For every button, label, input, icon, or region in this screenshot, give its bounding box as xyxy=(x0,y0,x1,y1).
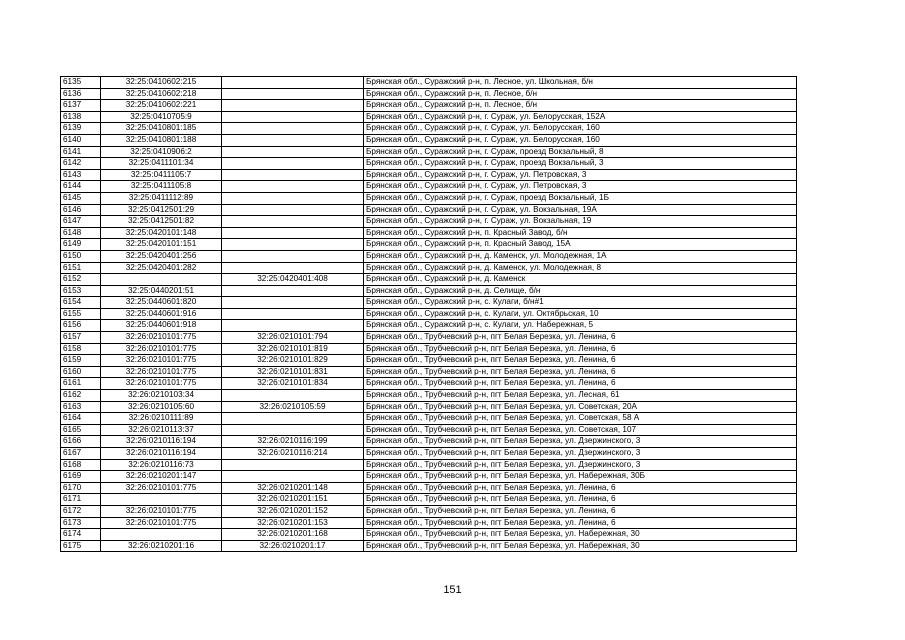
row-number-cell: 6143 xyxy=(61,169,101,181)
table-row xyxy=(61,436,797,448)
row-number-cell: 6165 xyxy=(61,424,101,436)
row-number-cell: 6173 xyxy=(61,517,101,529)
related-cadastral-number-cell: 32:26:0210116:199 xyxy=(222,436,364,448)
row-number-cell: 6166 xyxy=(61,436,101,448)
row-number-cell: 6148 xyxy=(61,227,101,239)
address-cell: Брянская обл., Суражский р-н, г. Сураж, проезд Вокзальный, 8 xyxy=(364,146,797,158)
row-number-cell: 6175 xyxy=(61,540,101,552)
address-cell: Брянская обл., Трубчевский р-н, пгт Белая Березка, ул. Набережная, 30 xyxy=(364,540,797,552)
address-cell: Брянская обл., Трубчевский р-н, пгт Белая Березка, ул. Ленина, 6 xyxy=(364,482,797,494)
table-row xyxy=(61,216,797,228)
cadastral-number-cell: 32:25:0420101:148 xyxy=(101,227,222,239)
table-row xyxy=(61,134,797,146)
related-cadastral-number-cell: 32:26:0210201:152 xyxy=(222,505,364,517)
table-row xyxy=(61,390,797,402)
row-number-cell: 6135 xyxy=(61,77,101,89)
related-cadastral-number-cell: 32:26:0210201:148 xyxy=(222,482,364,494)
cadastral-registry-table xyxy=(60,76,797,552)
table-row xyxy=(61,424,797,436)
related-cadastral-number-cell xyxy=(222,111,364,123)
table-row xyxy=(61,123,797,135)
registry-table-body xyxy=(61,77,797,552)
related-cadastral-number-cell: 32:26:0210201:168 xyxy=(222,529,364,541)
address-cell: Брянская обл., Трубчевский р-н, пгт Белая Березка, ул. Ленина, 6 xyxy=(364,505,797,517)
address-cell: Брянская обл., Суражский р-н, г. Сураж, ул. Белорусская, 160 xyxy=(364,134,797,146)
cadastral-number-cell: 32:25:0412501:29 xyxy=(101,204,222,216)
row-number-cell: 6160 xyxy=(61,366,101,378)
related-cadastral-number-cell: 32:26:0210116:214 xyxy=(222,448,364,460)
address-cell: Брянская обл., Суражский р-н, п. Красный Завод, б/н xyxy=(364,227,797,239)
row-number-cell: 6137 xyxy=(61,100,101,112)
cadastral-number-cell: 32:25:0411112:89 xyxy=(101,192,222,204)
table-row xyxy=(61,285,797,297)
table-row xyxy=(61,88,797,100)
cadastral-number-cell: 32:26:0210113:37 xyxy=(101,424,222,436)
cadastral-number-cell: 32:25:0440601:916 xyxy=(101,308,222,320)
row-number-cell: 6162 xyxy=(61,390,101,402)
related-cadastral-number-cell xyxy=(222,192,364,204)
row-number-cell: 6171 xyxy=(61,494,101,506)
address-cell: Брянская обл., Суражский р-н, д. Селище, б/н xyxy=(364,285,797,297)
cadastral-number-cell: 32:26:0210101:775 xyxy=(101,355,222,367)
address-cell: Брянская обл., Трубчевский р-н, пгт Белая Березка, ул. Ленина, 6 xyxy=(364,494,797,506)
cadastral-number-cell: 32:26:0210116:73 xyxy=(101,459,222,471)
table-row xyxy=(61,366,797,378)
cadastral-number-cell: 32:26:0210105:60 xyxy=(101,401,222,413)
table-row xyxy=(61,471,797,483)
table-row xyxy=(61,192,797,204)
table-row xyxy=(61,227,797,239)
related-cadastral-number-cell xyxy=(222,297,364,309)
cadastral-number-cell: 32:26:0210101:775 xyxy=(101,343,222,355)
related-cadastral-number-cell xyxy=(222,250,364,262)
related-cadastral-number-cell: 32:26:0210201:153 xyxy=(222,517,364,529)
related-cadastral-number-cell xyxy=(222,123,364,135)
related-cadastral-number-cell xyxy=(222,471,364,483)
address-cell: Брянская обл., Суражский р-н, г. Сураж, проезд Вокзальный, 3 xyxy=(364,158,797,170)
row-number-cell: 6141 xyxy=(61,146,101,158)
cadastral-number-cell: 32:25:0410801:188 xyxy=(101,134,222,146)
cadastral-number-cell: 32:26:0210101:775 xyxy=(101,366,222,378)
row-number-cell: 6153 xyxy=(61,285,101,297)
related-cadastral-number-cell xyxy=(222,239,364,251)
cadastral-number-cell: 32:25:0440601:820 xyxy=(101,297,222,309)
row-number-cell: 6140 xyxy=(61,134,101,146)
address-cell: Брянская обл., Трубчевский р-н, пгт Белая Березка, ул. Ленина, 6 xyxy=(364,332,797,344)
cadastral-number-cell: 32:25:0410602:218 xyxy=(101,88,222,100)
table-row xyxy=(61,505,797,517)
cadastral-number-cell: 32:26:0210101:775 xyxy=(101,505,222,517)
related-cadastral-number-cell xyxy=(222,320,364,332)
row-number-cell: 6159 xyxy=(61,355,101,367)
row-number-cell: 6161 xyxy=(61,378,101,390)
row-number-cell: 6139 xyxy=(61,123,101,135)
row-number-cell: 6151 xyxy=(61,262,101,274)
cadastral-number-cell: 32:25:0420401:256 xyxy=(101,250,222,262)
address-cell: Брянская обл., Суражский р-н, п. Красный Завод, 15А xyxy=(364,239,797,251)
cadastral-number-cell: 32:25:0412501:82 xyxy=(101,216,222,228)
row-number-cell: 6142 xyxy=(61,158,101,170)
related-cadastral-number-cell: 32:26:0210101:834 xyxy=(222,378,364,390)
address-cell: Брянская обл., Суражский р-н, г. Сураж, ул. Белорусская, 160 xyxy=(364,123,797,135)
table-row xyxy=(61,204,797,216)
cadastral-number-cell: 32:25:0411101:34 xyxy=(101,158,222,170)
table-row xyxy=(61,332,797,344)
address-cell: Брянская обл., Трубчевский р-н, пгт Белая Березка, ул. Советская, 20А xyxy=(364,401,797,413)
cadastral-number-cell: 32:25:0420101:151 xyxy=(101,239,222,251)
related-cadastral-number-cell xyxy=(222,390,364,402)
row-number-cell: 6152 xyxy=(61,274,101,286)
row-number-cell: 6156 xyxy=(61,320,101,332)
cadastral-number-cell: 32:25:0410602:221 xyxy=(101,100,222,112)
cadastral-number-cell: 32:26:0210101:775 xyxy=(101,378,222,390)
related-cadastral-number-cell: 32:26:0210201:151 xyxy=(222,494,364,506)
related-cadastral-number-cell: 32:26:0210101:829 xyxy=(222,355,364,367)
table-row xyxy=(61,239,797,251)
related-cadastral-number-cell xyxy=(222,181,364,193)
address-cell: Брянская обл., Суражский р-н, д. Каменск, ул. Молодежная, 1А xyxy=(364,250,797,262)
related-cadastral-number-cell xyxy=(222,413,364,425)
address-cell: Брянская обл., Суражский р-н, г. Сураж, ул. Петровская, 3 xyxy=(364,181,797,193)
address-cell: Брянская обл., Суражский р-н, г. Сураж, ул. Белорусская, 152А xyxy=(364,111,797,123)
address-cell: Брянская обл., Трубчевский р-н, пгт Белая Березка, ул. Советская, 58 А xyxy=(364,413,797,425)
related-cadastral-number-cell xyxy=(222,227,364,239)
table-row xyxy=(61,413,797,425)
related-cadastral-number-cell xyxy=(222,77,364,89)
cadastral-number-cell: 32:25:0411105:7 xyxy=(101,169,222,181)
related-cadastral-number-cell xyxy=(222,424,364,436)
row-number-cell: 6168 xyxy=(61,459,101,471)
row-number-cell: 6167 xyxy=(61,448,101,460)
row-number-cell: 6172 xyxy=(61,505,101,517)
address-cell: Брянская обл., Суражский р-н, с. Кулаги, ул. Набережная, 5 xyxy=(364,320,797,332)
address-cell: Брянская обл., Трубчевский р-н, пгт Белая Березка, ул. Лесная, 61 xyxy=(364,390,797,402)
related-cadastral-number-cell xyxy=(222,134,364,146)
row-number-cell: 6169 xyxy=(61,471,101,483)
cadastral-number-cell: 32:25:0410705:9 xyxy=(101,111,222,123)
row-number-cell: 6138 xyxy=(61,111,101,123)
address-cell: Брянская обл., Трубчевский р-н, пгт Белая Березка, ул. Набережная, 30 xyxy=(364,529,797,541)
cadastral-number-cell: 32:26:0210111:89 xyxy=(101,413,222,425)
table-row xyxy=(61,448,797,460)
related-cadastral-number-cell xyxy=(222,204,364,216)
table-row xyxy=(61,181,797,193)
address-cell: Брянская обл., Суражский р-н, п. Лесное, ул. Школьная, б/н xyxy=(364,77,797,89)
cadastral-number-cell xyxy=(101,529,222,541)
address-cell: Брянская обл., Трубчевский р-н, пгт Белая Березка, ул. Ленина, 6 xyxy=(364,343,797,355)
cadastral-number-cell xyxy=(101,494,222,506)
table-row xyxy=(61,517,797,529)
table-row xyxy=(61,77,797,89)
related-cadastral-number-cell: 32:26:0210101:794 xyxy=(222,332,364,344)
table-row xyxy=(61,262,797,274)
table-row xyxy=(61,158,797,170)
table-row xyxy=(61,146,797,158)
address-cell: Брянская обл., Трубчевский р-н, пгт Белая Березка, ул. Ленина, 6 xyxy=(364,355,797,367)
row-number-cell: 6174 xyxy=(61,529,101,541)
row-number-cell: 6136 xyxy=(61,88,101,100)
related-cadastral-number-cell xyxy=(222,146,364,158)
table-row xyxy=(61,401,797,413)
address-cell: Брянская обл., Трубчевский р-н, пгт Белая Березка, ул. Советская, 107 xyxy=(364,424,797,436)
row-number-cell: 6144 xyxy=(61,181,101,193)
table-row xyxy=(61,540,797,552)
address-cell: Брянская обл., Суражский р-н, г. Сураж, ул. Петровская, 3 xyxy=(364,169,797,181)
table-row xyxy=(61,169,797,181)
address-cell: Брянская обл., Суражский р-н, с. Кулаги, ул. Октябрьская, 10 xyxy=(364,308,797,320)
row-number-cell: 6164 xyxy=(61,413,101,425)
cadastral-number-cell: 32:26:0210101:775 xyxy=(101,332,222,344)
address-cell: Брянская обл., Суражский р-н, д. Каменск xyxy=(364,274,797,286)
address-cell: Брянская обл., Трубчевский р-н, пгт Белая Березка, ул. Ленина, 6 xyxy=(364,378,797,390)
address-cell: Брянская обл., Суражский р-н, с. Кулаги, б/н#1 xyxy=(364,297,797,309)
cadastral-number-cell: 32:26:0210116:194 xyxy=(101,436,222,448)
related-cadastral-number-cell: 32:26:0210201:17 xyxy=(222,540,364,552)
related-cadastral-number-cell xyxy=(222,262,364,274)
address-cell: Брянская обл., Трубчевский р-н, пгт Белая Березка, ул. Ленина, 6 xyxy=(364,366,797,378)
cadastral-number-cell: 32:26:0210101:775 xyxy=(101,482,222,494)
address-cell: Брянская обл., Суражский р-н, д. Каменск, ул. Молодежная, 8 xyxy=(364,262,797,274)
cadastral-number-cell: 32:25:0420401:282 xyxy=(101,262,222,274)
cadastral-number-cell: 32:25:0411105:8 xyxy=(101,181,222,193)
row-number-cell: 6147 xyxy=(61,216,101,228)
table-row xyxy=(61,494,797,506)
related-cadastral-number-cell xyxy=(222,158,364,170)
address-cell: Брянская обл., Трубчевский р-н, пгт Белая Березка, ул. Дзержинского, 3 xyxy=(364,436,797,448)
related-cadastral-number-cell xyxy=(222,285,364,297)
table-row xyxy=(61,308,797,320)
cadastral-number-cell: 32:26:0210101:775 xyxy=(101,517,222,529)
cadastral-number-cell: 32:26:0210201:147 xyxy=(101,471,222,483)
table-row xyxy=(61,100,797,112)
address-cell: Брянская обл., Трубчевский р-н, пгт Белая Березка, ул. Дзержинского, 3 xyxy=(364,459,797,471)
table-row xyxy=(61,355,797,367)
table-row xyxy=(61,320,797,332)
related-cadastral-number-cell xyxy=(222,459,364,471)
table-row xyxy=(61,482,797,494)
related-cadastral-number-cell xyxy=(222,88,364,100)
table-row xyxy=(61,111,797,123)
cadastral-number-cell: 32:25:0410801:185 xyxy=(101,123,222,135)
address-cell: Брянская обл., Суражский р-н, г. Сураж, проезд Вокзальный, 1Б xyxy=(364,192,797,204)
table-row xyxy=(61,459,797,471)
address-cell: Брянская обл., Суражский р-н, г. Сураж, ул. Вокзальная, 19 xyxy=(364,216,797,228)
address-cell: Брянская обл., Трубчевский р-н, пгт Белая Березка, ул. Набережная, 30Б xyxy=(364,471,797,483)
row-number-cell: 6154 xyxy=(61,297,101,309)
row-number-cell: 6163 xyxy=(61,401,101,413)
table-row xyxy=(61,250,797,262)
cadastral-number-cell: 32:25:0410602:215 xyxy=(101,77,222,89)
address-cell: Брянская обл., Суражский р-н, п. Лесное, б/н xyxy=(364,88,797,100)
row-number-cell: 6157 xyxy=(61,332,101,344)
related-cadastral-number-cell: 32:26:0210101:819 xyxy=(222,343,364,355)
related-cadastral-number-cell xyxy=(222,100,364,112)
row-number-cell: 6149 xyxy=(61,239,101,251)
related-cadastral-number-cell xyxy=(222,216,364,228)
address-cell: Брянская обл., Суражский р-н, п. Лесное, б/н xyxy=(364,100,797,112)
cadastral-number-cell: 32:25:0410906:2 xyxy=(101,146,222,158)
row-number-cell: 6145 xyxy=(61,192,101,204)
address-cell: Брянская обл., Трубчевский р-н, пгт Белая Березка, ул. Ленина, 6 xyxy=(364,517,797,529)
related-cadastral-number-cell xyxy=(222,169,364,181)
row-number-cell: 6158 xyxy=(61,343,101,355)
row-number-cell: 6170 xyxy=(61,482,101,494)
table-row xyxy=(61,343,797,355)
table-row xyxy=(61,378,797,390)
page-number: 151 xyxy=(443,584,462,596)
row-number-cell: 6146 xyxy=(61,204,101,216)
table-row xyxy=(61,274,797,286)
cadastral-number-cell: 32:25:0440201:51 xyxy=(101,285,222,297)
table-row xyxy=(61,529,797,541)
address-cell: Брянская обл., Суражский р-н, г. Сураж, ул. Вокзальная, 19А xyxy=(364,204,797,216)
cadastral-number-cell: 32:26:0210201:16 xyxy=(101,540,222,552)
related-cadastral-number-cell: 32:26:0210101:831 xyxy=(222,366,364,378)
cadastral-number-cell: 32:25:0440601:918 xyxy=(101,320,222,332)
related-cadastral-number-cell xyxy=(222,308,364,320)
row-number-cell: 6155 xyxy=(61,308,101,320)
related-cadastral-number-cell: 32:25:0420401:408 xyxy=(222,274,364,286)
cadastral-number-cell xyxy=(101,274,222,286)
cadastral-number-cell: 32:26:0210116:194 xyxy=(101,448,222,460)
table-row xyxy=(61,297,797,309)
related-cadastral-number-cell: 32:26:0210105:59 xyxy=(222,401,364,413)
cadastral-number-cell: 32:26:0210103:34 xyxy=(101,390,222,402)
address-cell: Брянская обл., Трубчевский р-н, пгт Белая Березка, ул. Дзержинского, 3 xyxy=(364,448,797,460)
row-number-cell: 6150 xyxy=(61,250,101,262)
